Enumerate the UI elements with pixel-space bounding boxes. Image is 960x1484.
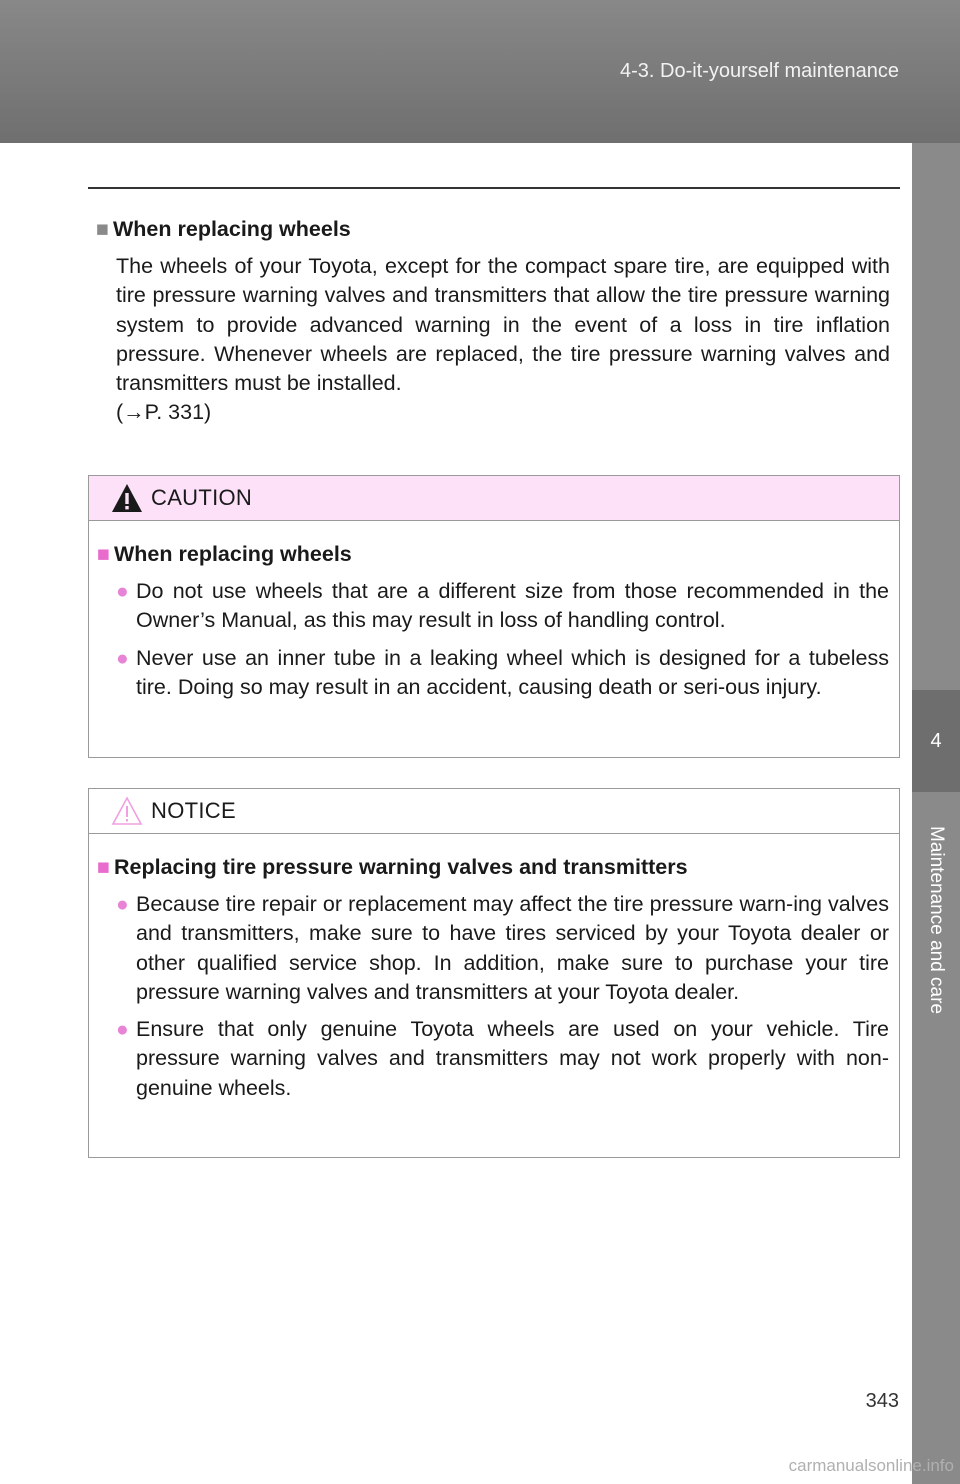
caution-item bbox=[97, 644, 889, 703]
side-tab-number: 4 bbox=[912, 690, 960, 792]
page-number: 343 bbox=[865, 1390, 899, 1412]
caution-item-text: Do not use wheels that are a different size from those recommended in the Owner’s Manual, as this may result in loss of handling control. bbox=[136, 579, 889, 633]
caution-heading-text: When replacing wheels bbox=[114, 542, 352, 566]
caution-header bbox=[89, 476, 899, 521]
caution-item bbox=[97, 577, 889, 636]
caution-label: CAUTION bbox=[151, 485, 253, 510]
circle-bullet-icon: ● bbox=[116, 1018, 129, 1042]
chapter-title: 4-3. Do-it-yourself maintenance bbox=[619, 60, 899, 82]
caution-heading bbox=[97, 539, 889, 569]
caution-item-text: Never use an inner tube in a leaking wheel which is designed for a tubeless tire. Doing so may result in an accident, causing death or seri-ous injury. bbox=[136, 645, 889, 699]
notice-box bbox=[88, 788, 900, 1158]
circle-bullet-icon: ● bbox=[116, 893, 129, 916]
section-replacing-wheels bbox=[96, 214, 890, 428]
warning-triangle-icon bbox=[110, 482, 144, 514]
header-rule bbox=[88, 187, 900, 189]
notice-heading bbox=[97, 852, 889, 882]
side-tab-label: Maintenance and care bbox=[926, 825, 947, 1014]
page-reference: (→P. 331) bbox=[116, 400, 212, 425]
notice-label: NOTICE bbox=[151, 798, 236, 823]
notice-item-text: Because tire repair or replacement may affect the tire pressure warn-ing valves and transmitters, make sure to have tires serviced by your Toyota dealer or other qualified service shop. In addition, make sure to purchase your tire pressure warning valves and transmitters at your Toyota dealer. bbox=[136, 892, 889, 1004]
section-body bbox=[116, 252, 890, 428]
section-heading bbox=[96, 214, 890, 244]
notice-item bbox=[97, 1015, 889, 1103]
side-tab-label-wrap bbox=[912, 800, 960, 1040]
circle-bullet-icon: ● bbox=[116, 646, 129, 670]
notice-header bbox=[89, 789, 899, 834]
caution-box bbox=[88, 475, 900, 758]
notice-item-text: Ensure that only genuine Toyota wheels are used on your vehicle. Tire pressure warning valves and transmitters may not work properly with non-genuine wheels. bbox=[136, 1017, 889, 1100]
section-text: The wheels of your Toyota, except for the compact spare tire, are equipped with tire pressure warning valves and transmitters that allow the tire pressure warning system to provide advanced warning in the event of a loss in tire inflation pressure. Whenever wheels are replaced, the tire pressure warning valves and transmitters must be installed. bbox=[116, 254, 890, 396]
warning-triangle-outline-icon bbox=[110, 795, 144, 827]
circle-bullet-icon: ● bbox=[116, 580, 129, 603]
notice-heading-text: Replacing tire pressure warning valves and transmitters bbox=[114, 855, 688, 879]
watermark: carmanualsonline.info bbox=[788, 1456, 954, 1475]
square-bullet-icon: ■ bbox=[97, 855, 110, 879]
caution-body bbox=[89, 521, 899, 702]
square-bullet-icon: ■ bbox=[96, 217, 109, 241]
notice-item bbox=[97, 890, 889, 1007]
section-title: When replacing wheels bbox=[113, 217, 351, 241]
square-bullet-icon: ■ bbox=[97, 542, 110, 566]
notice-body bbox=[89, 834, 899, 1103]
page-header bbox=[0, 0, 960, 143]
